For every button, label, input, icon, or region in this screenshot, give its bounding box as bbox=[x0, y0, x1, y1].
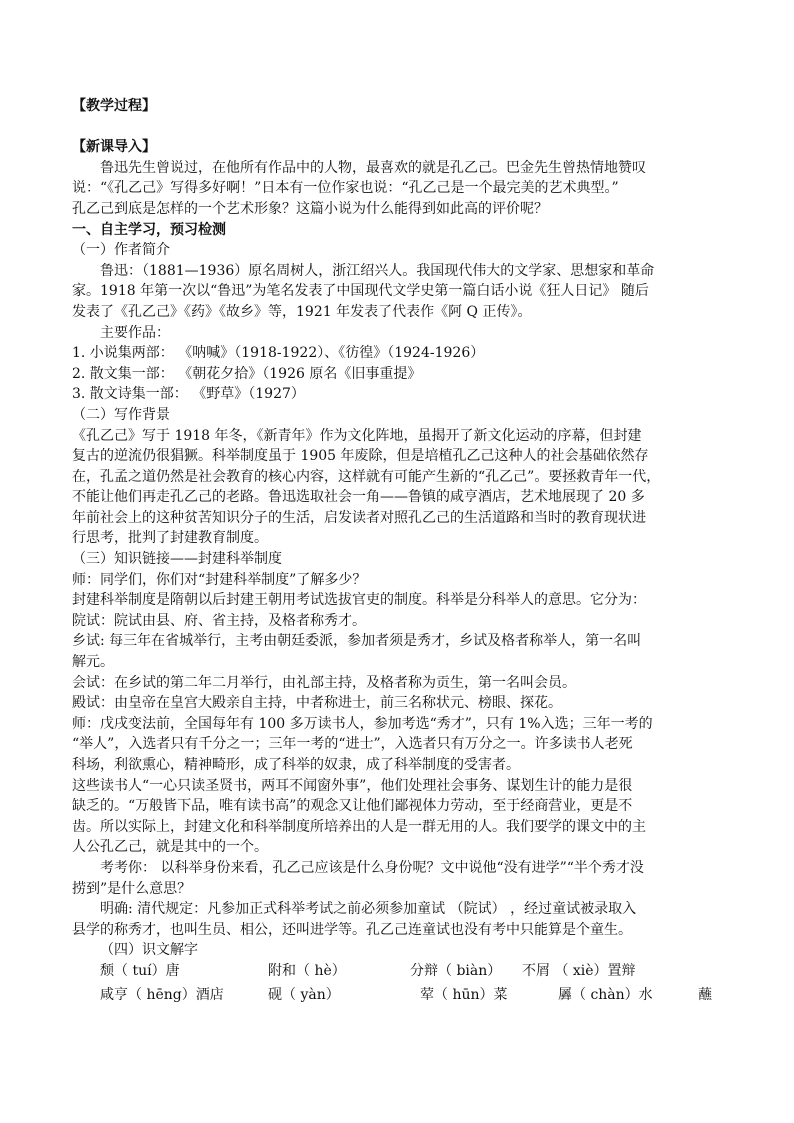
knowledge-line: “举人”，入选者只有千分之一；三年一考的“进士”，入选者只有万分之一。许多读书人老死 bbox=[72, 736, 633, 753]
works-item: 3. 散文诗集一部： 《野草》（1927） bbox=[72, 386, 305, 403]
vocab-row bbox=[72, 961, 722, 985]
vocab-item: 砚（ yàn） bbox=[268, 986, 340, 1003]
knowledge-line: 殿试：由皇帝在皇宫大殿亲自主持，中者称进士，前三名称状元、榜眼、探花。 bbox=[72, 695, 562, 712]
knowledge-line: 封建科举制度是隋朝以后封建王朝用考试选拔官吏的制度。科举是分科举人的意思。它分为： bbox=[72, 592, 646, 609]
author-line: 鲁迅：（1881—1936）原名周树人，浙江绍兴人。我国现代伟大的文学家、思想家和革命 bbox=[100, 262, 655, 279]
knowledge-line: 人公孔乙己，就是其中的一个。 bbox=[72, 839, 268, 856]
author-line: 发表了《孔乙己》《药》《故乡》等，1921 年发表了代表作《阿 Q 正传》。 bbox=[72, 303, 532, 320]
background-line: 复古的逆流仍很猖獗。科举制度虽于 1905 年废除，但是培植孔乙己这种人的社会基础依然存 bbox=[72, 448, 649, 465]
background-line: 在，孔孟之道仍然是社会教育的核心内容，这样就有可能产生新的“孔乙己”。要拯救青年一代， bbox=[72, 468, 661, 485]
knowledge-line: 乡试: 每三年在省城举行，主考由朝廷委派，参加者须是秀才，乡试及格者称举人，第一名叫 bbox=[72, 633, 642, 650]
vocab-item: 颓（ tuí）唐 bbox=[100, 962, 180, 979]
intro-heading: 【新课导入】 bbox=[72, 139, 156, 156]
knowledge-line: 齿。所以实际上，封建文化和科举制度所培养出的人是一群无用的人。我们要学的课文中的主 bbox=[72, 818, 646, 835]
exam-question: 捞到”是什么意思？ bbox=[72, 880, 192, 897]
vocab-heading: （四）识文解字 bbox=[100, 942, 198, 959]
background-line: 年前社会上的这种贫苦知识分子的生活，启发读者对照孔乙己的生活道路和当时的教育现状进 bbox=[72, 509, 646, 526]
knowledge-heading: （三）知识链接——封建科举制度 bbox=[72, 551, 282, 568]
author-line: 家。1918 年第一次以“鲁迅”为笔名发表了中国现代文学史第一篇白话小说《狂人日记》 随后 bbox=[72, 283, 649, 300]
vocab-item: 附和（ hè） bbox=[268, 962, 346, 979]
knowledge-line: 解元。 bbox=[72, 654, 114, 671]
vocab-item: 荤（ hūn）菜 bbox=[420, 986, 508, 1003]
knowledge-line: 这些读书人“一心只读圣贤书，两耳不闻窗外事”，他们处理社会事务、谋划生计的能力是很 bbox=[72, 777, 633, 794]
vocab-item: 蘸 bbox=[698, 986, 712, 1003]
document-body bbox=[72, 96, 722, 1009]
knowledge-line: 师：戊戌变法前，全国每年有 100 多万读书人，参加考选“秀才”，只有 1%入选；三年一考的 bbox=[72, 715, 653, 732]
exam-question: 考考你： 以科举身份来看，孔乙己应该是什么身份呢？文中说他“没有进学”“半个秀才没 bbox=[100, 859, 644, 876]
vocab-item: 咸亨（ hēng）酒店 bbox=[100, 986, 224, 1003]
background-line: 《孔乙己》写于 1918 年冬，《新青年》作为文化阵地，虽揭开了新文化运动的序幕，但封建 bbox=[72, 427, 642, 444]
background-heading: （二）写作背景 bbox=[72, 406, 170, 423]
knowledge-line: 科场，利欲熏心，精神畸形，成了科举的奴隶，成了科举制度的受害者。 bbox=[72, 757, 520, 773]
intro-line: 说：“《孔乙己》写得多好啊！”日本有一位作家也说：“孔乙己是一个最完美的艺术典型。” bbox=[72, 180, 619, 197]
works-heading: 主要作品： bbox=[100, 324, 170, 341]
background-line: 不能让他们再走孔乙己的老路。鲁迅选取社会一角——鲁镇的咸亨酒店，艺术地展现了 20 多 bbox=[72, 489, 645, 506]
vocab-item: 羼（ chàn）水 bbox=[558, 986, 653, 1003]
vocab-item: 不屑 （ xiè）置辩 bbox=[522, 962, 636, 979]
knowledge-line: 院试：院试由县、府、省主持，及格者称秀才。 bbox=[72, 612, 366, 629]
part1-heading: 一、自主学习，预习检测 bbox=[72, 221, 226, 238]
vocab-item: 分辩（ biàn） bbox=[410, 962, 502, 979]
knowledge-line: 会试：在乡试的第二年二月举行，由礼部主持，及格者称为贡生，第一名叫会员。 bbox=[72, 674, 576, 691]
answer-line: 明确: 清代规定：凡参加正式科举考试之前必须参加童试 （院试） ，经过童试被录取入 bbox=[100, 901, 637, 918]
vocab-row bbox=[72, 985, 722, 1009]
works-item: 2. 散文集一部： 《朝花夕拾》（1926 原名《旧事重提》 bbox=[72, 365, 422, 382]
author-heading: （一）作者简介 bbox=[72, 242, 170, 259]
knowledge-line: 缺乏的。“万般皆下品，唯有读书高”的观念又让他们鄙视体力劳动，至于经商营业，更是不 bbox=[72, 798, 633, 815]
background-line: 行思考，批判了封建教育制度。 bbox=[72, 530, 268, 547]
intro-line: 鲁迅先生曾说过，在他所有作品中的人物，最喜欢的就是孔乙己。巴金先生曾热情地赞叹 bbox=[100, 159, 646, 176]
intro-line: 孔乙己到底是怎样的一个艺术形象？这篇小说为什么能得到如此高的评价呢？ bbox=[72, 200, 548, 217]
works-item: 1. 小说集两部： 《呐喊》（1918-1922）、《彷徨》（1924-1926） bbox=[72, 345, 485, 362]
answer-line: 县学的称秀才，也叫生员、相公，还叫进学等。孔乙己连童试也没有考中只能算是个童生。 bbox=[72, 921, 632, 938]
knowledge-line: 师：同学们，你们对“封建科举制度”了解多少？ bbox=[72, 571, 367, 588]
section-title: 【教学过程】 bbox=[72, 98, 156, 114]
blank-line bbox=[72, 117, 722, 138]
